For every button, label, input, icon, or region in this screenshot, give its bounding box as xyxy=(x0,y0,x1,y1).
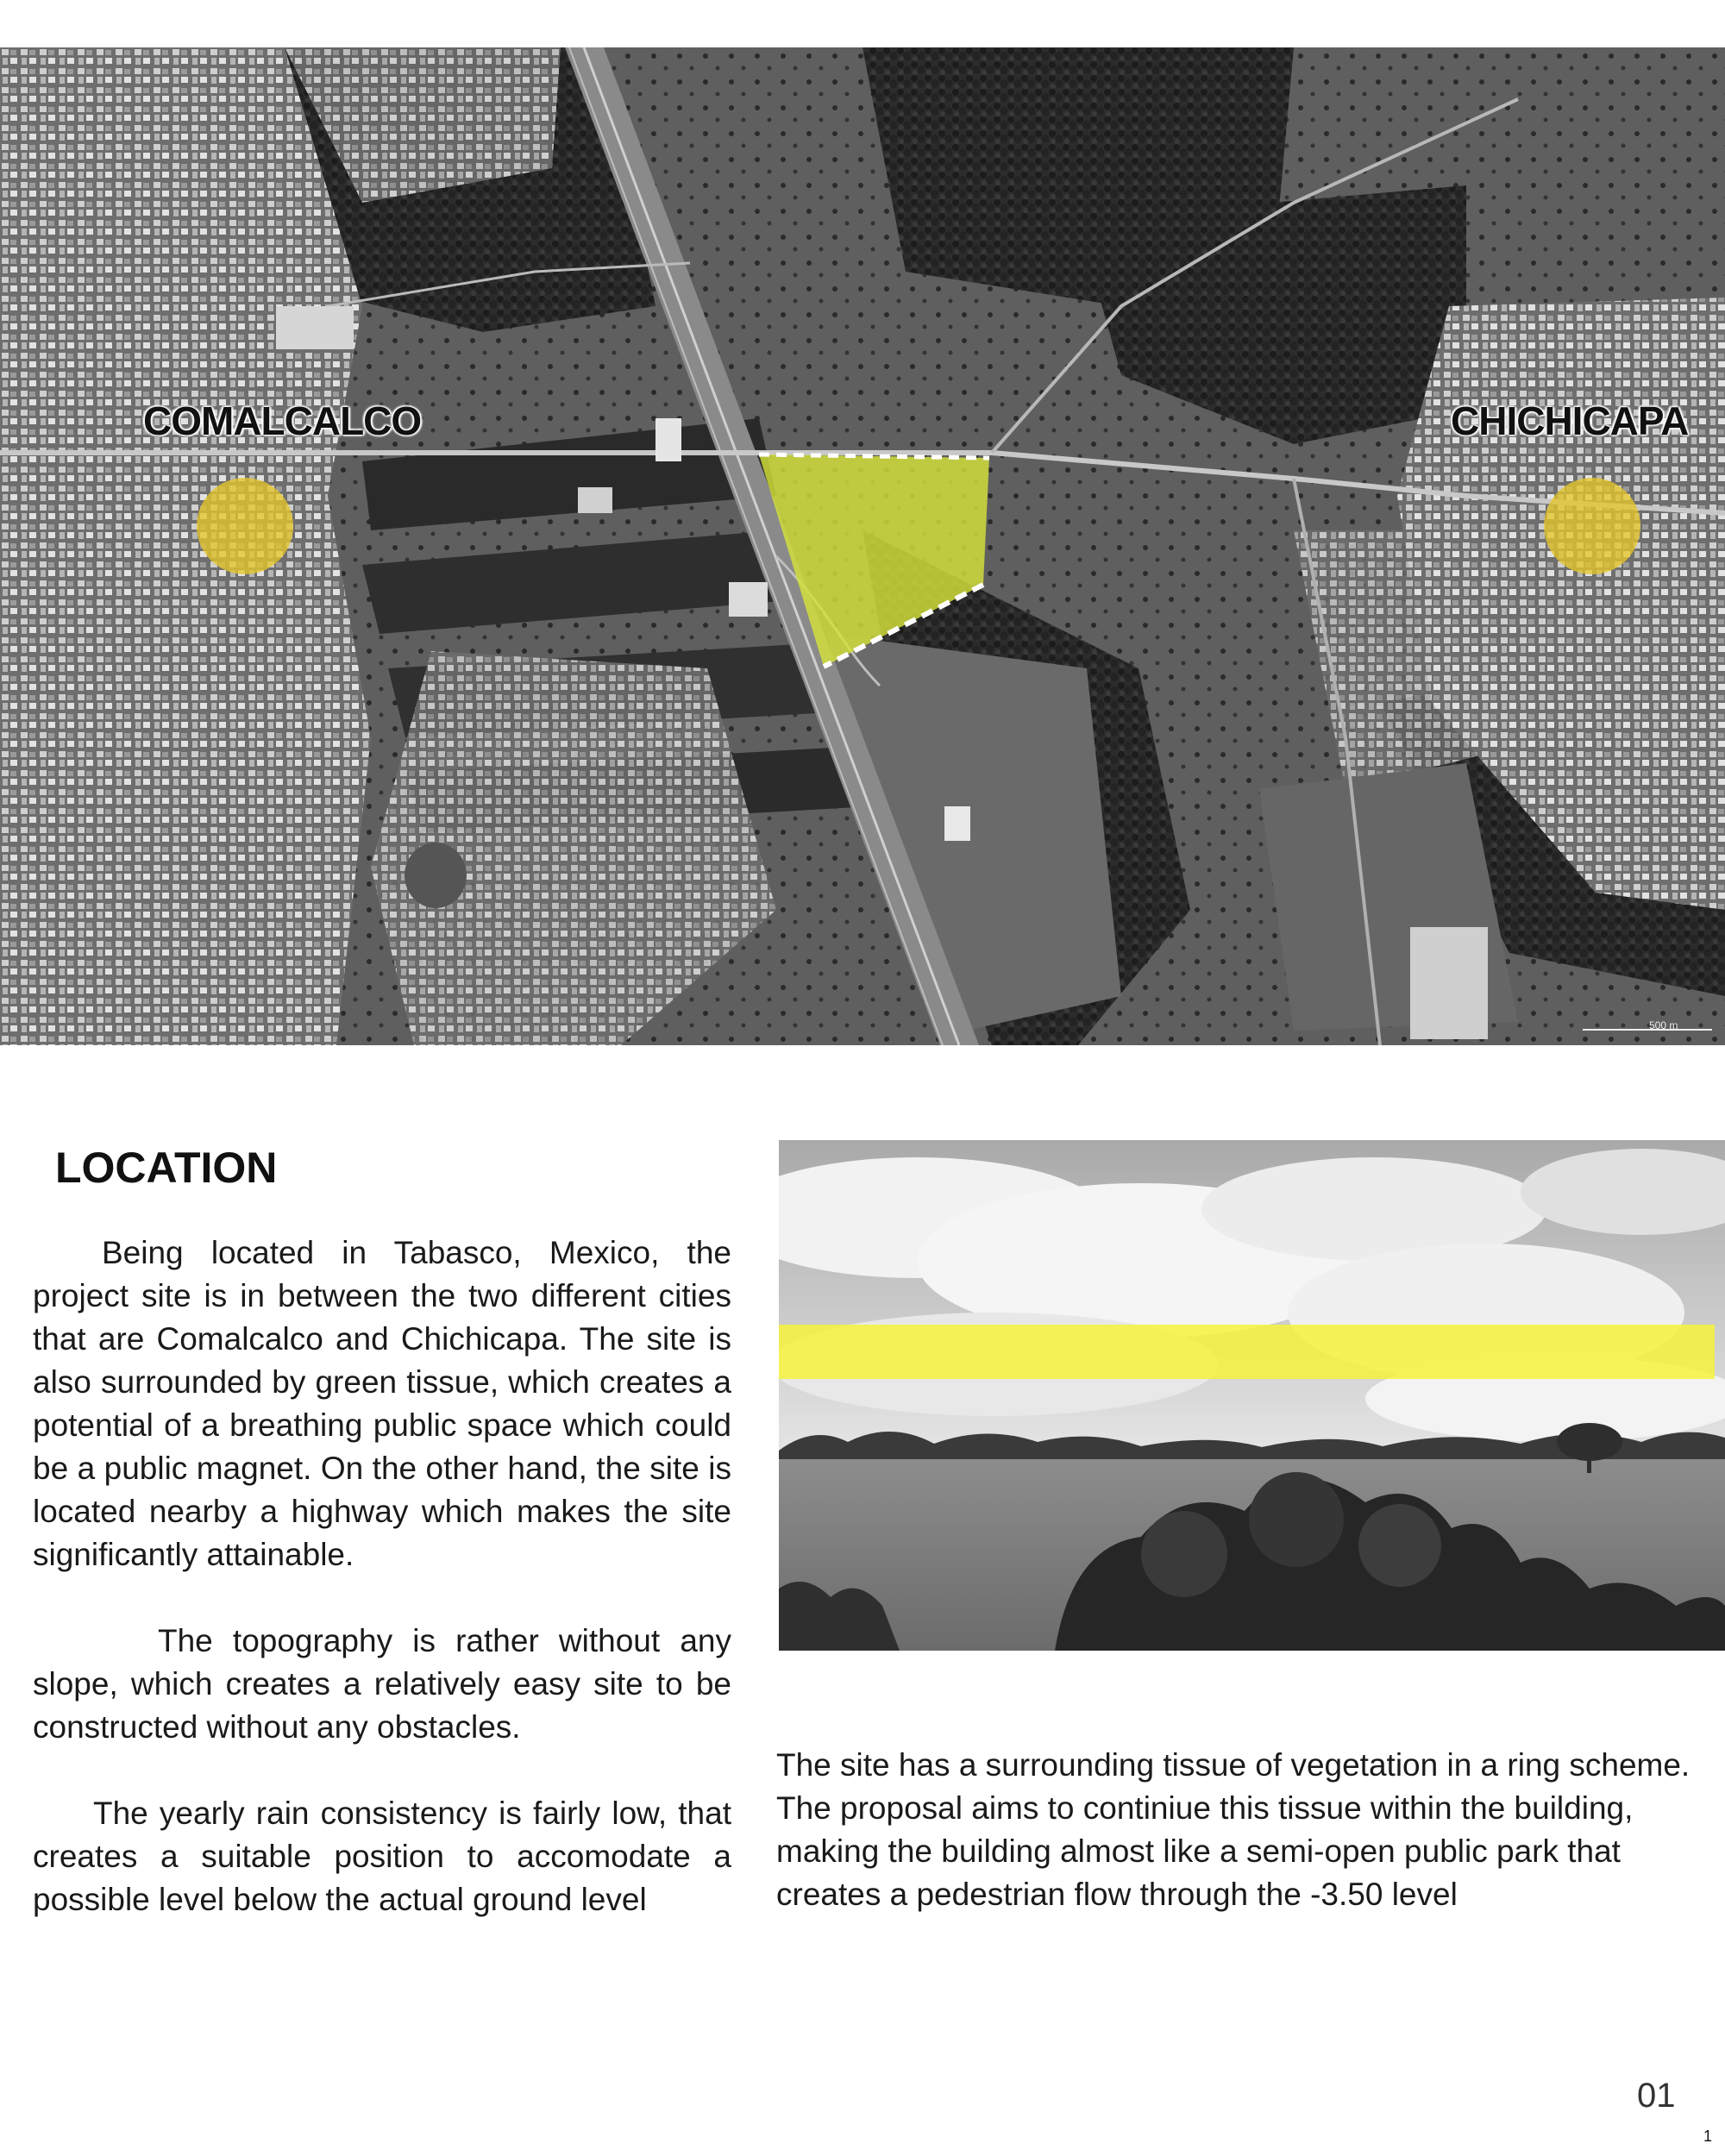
chichicapa-label: CHICHICAPA xyxy=(1451,398,1689,443)
comalcalco-label: COMALCALCO xyxy=(143,398,422,443)
small-page-index: 1 xyxy=(1703,2128,1713,2145)
aerial-map-graphic xyxy=(0,47,1725,1045)
location-heading: LOCATION xyxy=(55,1144,278,1192)
site-photo-graphic xyxy=(779,1140,1725,1651)
site-photo xyxy=(779,1140,1725,1651)
highlight-band xyxy=(779,1325,1715,1379)
aerial-site-map xyxy=(0,47,1725,1045)
scale-bar xyxy=(1583,1029,1712,1031)
chichicapa-marker xyxy=(1544,478,1640,574)
location-paragraph-1: Being located in Tabasco, Mexico, the project site is in between the two different cities that are Comalcalco and Chichicapa. The site is also surrounded by green tissue, which creates a potential of a breathing public space which could be a public magnet. On the other hand, the site is located nearby a highway which makes the site significantly attainable. xyxy=(33,1235,731,1572)
comalcalco-marker xyxy=(197,478,293,574)
page-number: 01 xyxy=(1637,2077,1676,2115)
scale-label: 500 m xyxy=(1649,1019,1678,1031)
location-paragraph-3: The yearly rain consistency is fairly low, that creates a suitable position to accomodate a possible level below the actual ground level xyxy=(33,1796,731,1917)
location-paragraph-2: The topography is rather without any slope, which creates a relatively easy site to be constructed without any obstacles. xyxy=(33,1623,731,1745)
photo-caption: The site has a surrounding tissue of vegetation in a ring scheme. The proposal aims to continiue this tissue within the building, making the building almost like a semi-open public park that creates a pedestrian flow through the -3.50 level xyxy=(776,1747,1690,1912)
